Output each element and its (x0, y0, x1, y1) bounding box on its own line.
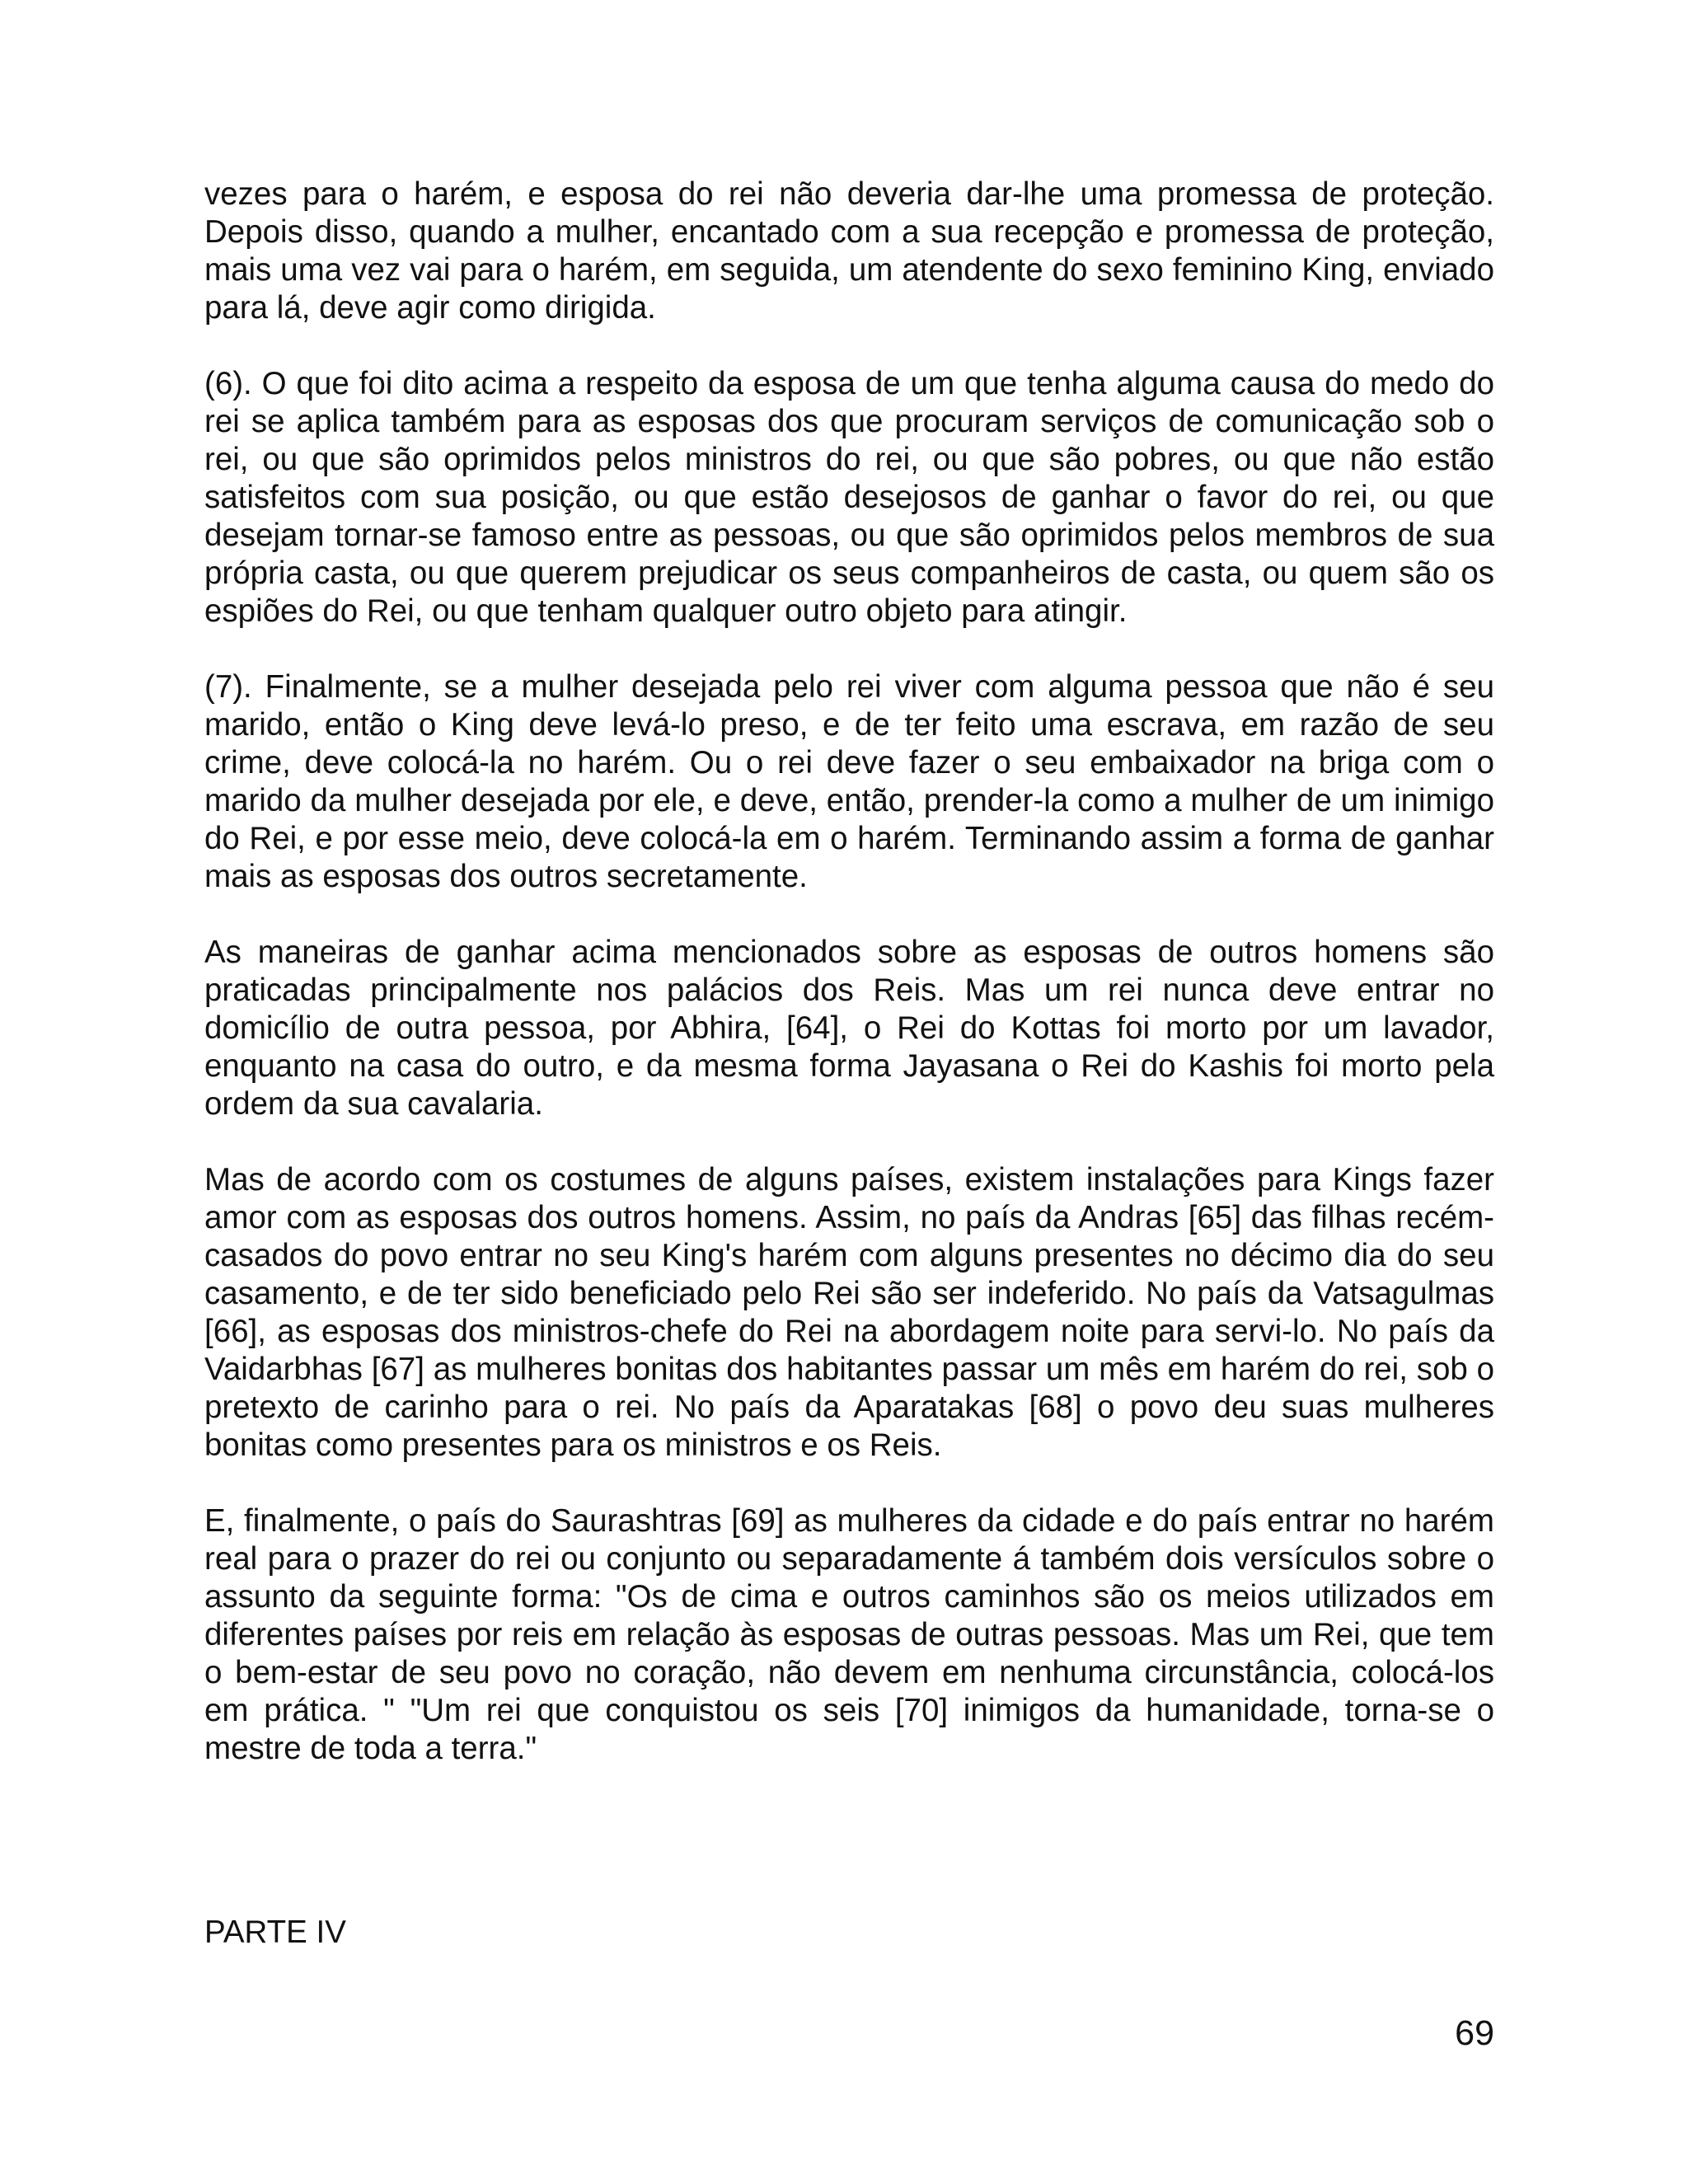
paragraph-6: (6). O que foi dito acima a respeito da esposa de um que tenha alguma causa do medo do rei se aplica também para as esposas dos que procuram serviços de comunicação sob o rei, ou que são oprimidos pelos ministros do rei, ou que são pobres, ou que não estão satisfeitos com sua posição, ou que estão desejosos de ganhar o favor do rei, ou que desejam tornar-se famoso entre as pessoas, ou que são oprimidos pelos membros de sua própria casta, ou que querem prejudicar os seus companheiros de casta, ou quem são os espiões do Rei, ou que tenham qualquer outro objeto para atingir. (204, 366, 1494, 629)
paragraph-continuation: vezes para o harém, e esposa do rei não deveria dar-lhe uma promessa de proteção. Depois disso, quando a mulher, encantado com a sua recepção e promessa de proteção, mais uma vez vai para o harém, em seguida, um atendente do sexo feminino King, enviado para lá, deve agir como dirigida. (204, 176, 1494, 326)
paragraph-methods: As maneiras de ganhar acima mencionados sobre as esposas de outros homens são praticadas principalmente nos palácios dos Reis. Mas um rei nunca deve entrar no domicílio de outra pessoa, por Abhira, [64], o Rei do Kottas foi morto por um lavador, enquanto na casa do outro, e da mesma forma Jayasana o Rei do Kashis foi morto pela ordem da sua cavalaria. (204, 935, 1494, 1122)
paragraph-saurashtras: E, finalmente, o país do Saurashtras [69] as mulheres da cidade e do país entrar no harém real para o prazer do rei ou conjunto ou separadamente á também dois versículos sobre o assunto da seguinte forma: "Os de cima e outros caminhos são os meios utilizados em diferentes países por reis em relação às esposas de outras pessoas. Mas um Rei, que tem o bem-estar de seu povo no coração, não devem em nenhuma circunstância, colocá-los em prática. " "Um rei que conquistou os seis [70] inimigos da humanidade, torna-se o mestre de toda a terra." (204, 1503, 1494, 1766)
part-heading: PARTE IV (204, 1915, 346, 1950)
paragraph-7: (7). Finalmente, se a mulher desejada pelo rei viver com alguma pessoa que não é seu marido, então o King deve levá-lo preso, e de ter feito uma escrava, em razão de seu crime, deve colocá-la no harém. Ou o rei deve fazer o seu embaixador na briga com o marido da mulher desejada por ele, e deve, então, prender-la como a mulher de um inimigo do Rei, e por esse meio, deve colocá-la em o harém. Terminando assim a forma de ganhar mais as esposas dos outros secretamente. (204, 669, 1494, 894)
page-number: 69 (1455, 2013, 1494, 2053)
paragraph-customs: Mas de acordo com os costumes de alguns países, existem instalações para Kings fazer amor com as esposas dos outros homens. Assim, no país da Andras [65] das filhas recém-casados do povo entrar no seu King's harém com alguns presentes no décimo dia do seu casamento, e de ter sido beneficiado pelo Rei são ser indeferido. No país da Vatsagulmas [66], as esposas dos ministros-chefe do Rei na abordagem noite para servi-lo. No país da Vaidarbhas [67] as mulheres bonitas dos habitantes passar um mês em harém do rei, sob o pretexto de carinho para o rei. No país da Aparatakas [68] o povo deu suas mulheres bonitas como presentes para os ministros e os Reis. (204, 1162, 1494, 1463)
body-text (204, 176, 1494, 1806)
